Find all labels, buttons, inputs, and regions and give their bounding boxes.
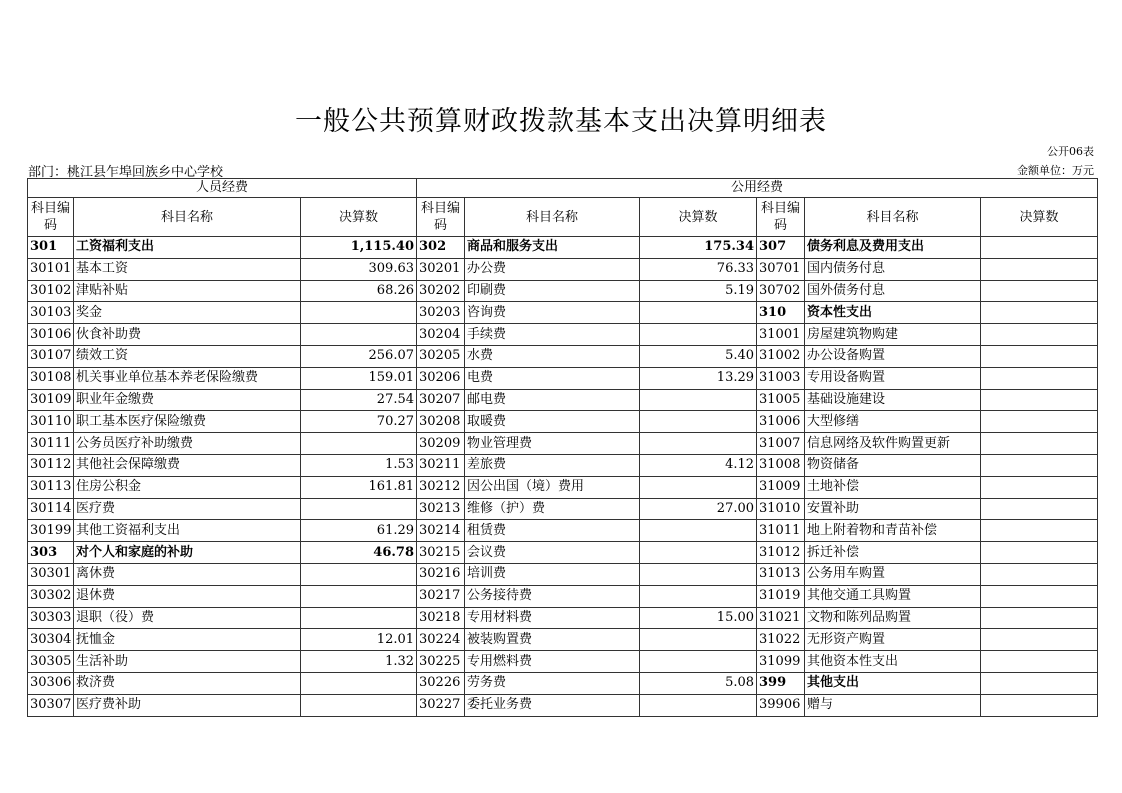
item-code: 30113	[28, 476, 74, 498]
item-name: 专用设备购置	[805, 367, 981, 389]
item-code: 31009	[757, 476, 805, 498]
item-name: 生活补助	[74, 651, 301, 673]
item-code: 30207	[417, 389, 465, 411]
item-amount	[301, 585, 417, 607]
item-name: 离休费	[74, 563, 301, 585]
item-amount	[640, 563, 757, 585]
item-name: 专用燃料费	[465, 651, 640, 673]
table-body	[28, 179, 1098, 717]
item-amount: 175.34	[640, 237, 757, 259]
table-row	[28, 237, 1098, 259]
item-name: 水费	[465, 345, 640, 367]
table-row	[28, 367, 1098, 389]
item-name: 电费	[465, 367, 640, 389]
item-code: 30301	[28, 563, 74, 585]
table-row	[28, 607, 1098, 629]
item-amount	[640, 585, 757, 607]
item-name: 基础设施建设	[805, 389, 981, 411]
item-code: 31011	[757, 520, 805, 542]
item-amount	[301, 694, 417, 716]
item-name: 取暖费	[465, 411, 640, 433]
item-code: 301	[28, 237, 74, 259]
item-name: 住房公积金	[74, 476, 301, 498]
item-name: 医疗费	[74, 498, 301, 520]
item-code: 30101	[28, 258, 74, 280]
item-amount	[640, 476, 757, 498]
col-header-name: 科目名称	[465, 198, 640, 237]
item-code: 30106	[28, 324, 74, 346]
item-code: 39906	[757, 694, 805, 716]
item-code: 30217	[417, 585, 465, 607]
item-code: 31006	[757, 411, 805, 433]
table-row	[28, 324, 1098, 346]
item-code: 30226	[417, 672, 465, 694]
col-header-code: 科目编码	[28, 198, 74, 237]
item-amount: 4.12	[640, 454, 757, 476]
item-amount	[981, 411, 1098, 433]
item-name: 信息网络及软件购置更新	[805, 433, 981, 455]
item-amount: 159.01	[301, 367, 417, 389]
department-label: 部门：桃江县乍埠回族乡中心学校	[28, 165, 224, 180]
item-amount: 68.26	[301, 280, 417, 302]
item-name: 其他资本性支出	[805, 651, 981, 673]
item-name: 大型修缮	[805, 411, 981, 433]
item-name: 租赁费	[465, 520, 640, 542]
item-code: 30108	[28, 367, 74, 389]
item-name: 物资储备	[805, 454, 981, 476]
item-name: 办公费	[465, 258, 640, 280]
item-amount: 5.08	[640, 672, 757, 694]
item-code: 30214	[417, 520, 465, 542]
item-code: 30107	[28, 345, 74, 367]
item-name: 手续费	[465, 324, 640, 346]
item-code: 31022	[757, 629, 805, 651]
item-name: 邮电费	[465, 389, 640, 411]
item-amount: 161.81	[301, 476, 417, 498]
item-name: 国内债务付息	[805, 258, 981, 280]
item-code: 31001	[757, 324, 805, 346]
item-amount	[301, 433, 417, 455]
item-amount	[981, 672, 1098, 694]
item-name: 劳务费	[465, 672, 640, 694]
item-code: 30212	[417, 476, 465, 498]
item-code: 30208	[417, 411, 465, 433]
item-amount: 70.27	[301, 411, 417, 433]
item-name: 专用材料费	[465, 607, 640, 629]
item-code: 399	[757, 672, 805, 694]
item-code: 30112	[28, 454, 74, 476]
table-row	[28, 389, 1098, 411]
item-code: 30304	[28, 629, 74, 651]
item-amount	[981, 237, 1098, 259]
col-header-code: 科目编码	[417, 198, 465, 237]
item-code: 31013	[757, 563, 805, 585]
item-code: 31007	[757, 433, 805, 455]
item-name: 文物和陈列品购置	[805, 607, 981, 629]
table-row	[28, 433, 1098, 455]
item-amount	[981, 476, 1098, 498]
item-amount	[301, 324, 417, 346]
item-amount: 1,115.40	[301, 237, 417, 259]
item-name: 资本性支出	[805, 302, 981, 324]
item-amount	[981, 367, 1098, 389]
table-row	[28, 454, 1098, 476]
item-amount	[981, 324, 1098, 346]
item-code: 31005	[757, 389, 805, 411]
item-code: 310	[757, 302, 805, 324]
col-header-name: 科目名称	[805, 198, 981, 237]
item-code: 31019	[757, 585, 805, 607]
item-amount	[640, 629, 757, 651]
item-amount	[640, 542, 757, 564]
item-amount	[981, 389, 1098, 411]
col-header-name: 科目名称	[74, 198, 301, 237]
item-name: 其他支出	[805, 672, 981, 694]
table-row	[28, 520, 1098, 542]
item-name: 土地补偿	[805, 476, 981, 498]
item-amount	[640, 433, 757, 455]
item-amount	[640, 302, 757, 324]
item-amount	[301, 607, 417, 629]
item-name: 赠与	[805, 694, 981, 716]
col-header-amount: 决算数	[301, 198, 417, 237]
item-amount: 61.29	[301, 520, 417, 542]
item-name: 安置补助	[805, 498, 981, 520]
table-row	[28, 302, 1098, 324]
item-name: 对个人和家庭的补助	[74, 542, 301, 564]
item-name: 其他交通工具购置	[805, 585, 981, 607]
table-row	[28, 280, 1098, 302]
item-code: 30205	[417, 345, 465, 367]
item-name: 被装购置费	[465, 629, 640, 651]
item-code: 31002	[757, 345, 805, 367]
item-code: 30302	[28, 585, 74, 607]
item-code: 30110	[28, 411, 74, 433]
item-amount	[640, 389, 757, 411]
item-code: 30227	[417, 694, 465, 716]
item-name: 拆迁补偿	[805, 542, 981, 564]
item-amount	[640, 520, 757, 542]
table-row	[28, 542, 1098, 564]
item-amount: 256.07	[301, 345, 417, 367]
group-public: 公用经费	[417, 179, 1098, 198]
item-code: 302	[417, 237, 465, 259]
item-name: 地上附着物和青苗补偿	[805, 520, 981, 542]
item-code: 31099	[757, 651, 805, 673]
item-name: 维修（护）费	[465, 498, 640, 520]
table-row	[28, 498, 1098, 520]
item-name: 其他工资福利支出	[74, 520, 301, 542]
item-amount: 76.33	[640, 258, 757, 280]
item-name: 机关事业单位基本养老保险缴费	[74, 367, 301, 389]
item-name: 其他社会保障缴费	[74, 454, 301, 476]
item-name: 奖金	[74, 302, 301, 324]
item-code: 30306	[28, 672, 74, 694]
item-code: 30209	[417, 433, 465, 455]
item-code: 30307	[28, 694, 74, 716]
item-amount: 27.00	[640, 498, 757, 520]
item-code: 30103	[28, 302, 74, 324]
item-amount	[640, 324, 757, 346]
item-name: 房屋建筑物购建	[805, 324, 981, 346]
item-code: 30199	[28, 520, 74, 542]
item-amount	[301, 498, 417, 520]
item-amount	[981, 520, 1098, 542]
item-amount: 5.19	[640, 280, 757, 302]
item-code: 30204	[417, 324, 465, 346]
col-header-amount: 决算数	[981, 198, 1098, 237]
item-amount	[301, 563, 417, 585]
item-code: 30102	[28, 280, 74, 302]
item-code: 30701	[757, 258, 805, 280]
item-name: 债务利息及费用支出	[805, 237, 981, 259]
item-code: 303	[28, 542, 74, 564]
item-code: 31003	[757, 367, 805, 389]
item-name: 因公出国（境）费用	[465, 476, 640, 498]
item-code: 30206	[417, 367, 465, 389]
item-code: 30225	[417, 651, 465, 673]
item-amount	[981, 302, 1098, 324]
item-amount	[640, 694, 757, 716]
item-code: 31010	[757, 498, 805, 520]
item-name: 咨询费	[465, 302, 640, 324]
column-header-row	[28, 198, 1098, 237]
item-name: 绩效工资	[74, 345, 301, 367]
item-amount: 1.32	[301, 651, 417, 673]
item-amount: 1.53	[301, 454, 417, 476]
item-amount: 13.29	[640, 367, 757, 389]
item-amount	[981, 454, 1098, 476]
table-row	[28, 563, 1098, 585]
item-amount	[981, 542, 1098, 564]
col-header-code: 科目编码	[757, 198, 805, 237]
item-code: 30224	[417, 629, 465, 651]
table-row	[28, 629, 1098, 651]
table-row	[28, 694, 1098, 716]
item-name: 退休费	[74, 585, 301, 607]
item-amount: 27.54	[301, 389, 417, 411]
item-code: 31008	[757, 454, 805, 476]
item-code: 30203	[417, 302, 465, 324]
item-amount	[640, 411, 757, 433]
table-row	[28, 672, 1098, 694]
item-name: 公务员医疗补助缴费	[74, 433, 301, 455]
item-amount	[981, 694, 1098, 716]
item-name: 印刷费	[465, 280, 640, 302]
table-row	[28, 258, 1098, 280]
item-code: 307	[757, 237, 805, 259]
table-row	[28, 585, 1098, 607]
item-code: 30218	[417, 607, 465, 629]
item-amount: 12.01	[301, 629, 417, 651]
item-code: 30702	[757, 280, 805, 302]
item-name: 医疗费补助	[74, 694, 301, 716]
item-code: 30216	[417, 563, 465, 585]
item-amount	[981, 433, 1098, 455]
amount-unit-label: 金额单位：万元	[1017, 164, 1094, 177]
item-name: 办公设备购置	[805, 345, 981, 367]
item-amount	[981, 585, 1098, 607]
item-name: 公务接待费	[465, 585, 640, 607]
item-amount	[640, 651, 757, 673]
item-code: 30305	[28, 651, 74, 673]
item-name: 委托业务费	[465, 694, 640, 716]
table-row	[28, 345, 1098, 367]
item-name: 工资福利支出	[74, 237, 301, 259]
item-name: 伙食补助费	[74, 324, 301, 346]
item-name: 职业年金缴费	[74, 389, 301, 411]
item-code: 31012	[757, 542, 805, 564]
item-name: 会议费	[465, 542, 640, 564]
item-amount: 5.40	[640, 345, 757, 367]
item-name: 物业管理费	[465, 433, 640, 455]
group-personnel: 人员经费	[28, 179, 417, 198]
item-name: 商品和服务支出	[465, 237, 640, 259]
item-amount	[981, 563, 1098, 585]
table-row	[28, 476, 1098, 498]
item-name: 津贴补贴	[74, 280, 301, 302]
table-row	[28, 411, 1098, 433]
item-code: 30114	[28, 498, 74, 520]
item-name: 国外债务付息	[805, 280, 981, 302]
item-amount	[981, 651, 1098, 673]
item-code: 30202	[417, 280, 465, 302]
item-code: 30303	[28, 607, 74, 629]
item-amount	[981, 607, 1098, 629]
item-code: 31021	[757, 607, 805, 629]
item-name: 退职（役）费	[74, 607, 301, 629]
item-amount	[981, 258, 1098, 280]
expenditure-table	[27, 178, 1098, 717]
item-amount: 46.78	[301, 542, 417, 564]
item-amount	[981, 629, 1098, 651]
item-name: 培训费	[465, 563, 640, 585]
item-name: 公务用车购置	[805, 563, 981, 585]
item-amount	[301, 672, 417, 694]
item-amount	[981, 498, 1098, 520]
col-header-amount: 决算数	[640, 198, 757, 237]
item-code: 30111	[28, 433, 74, 455]
page-title: 一般公共预算财政拨款基本支出决算明细表	[295, 106, 827, 137]
item-code: 30211	[417, 454, 465, 476]
item-code: 30213	[417, 498, 465, 520]
item-amount: 15.00	[640, 607, 757, 629]
item-amount: 309.63	[301, 258, 417, 280]
item-name: 基本工资	[74, 258, 301, 280]
item-code: 30109	[28, 389, 74, 411]
item-amount	[981, 280, 1098, 302]
item-amount	[301, 302, 417, 324]
item-name: 救济费	[74, 672, 301, 694]
form-number: 公开06表	[1047, 145, 1094, 158]
group-header-row	[28, 179, 1098, 198]
item-name: 差旅费	[465, 454, 640, 476]
item-name: 职工基本医疗保险缴费	[74, 411, 301, 433]
item-code: 30201	[417, 258, 465, 280]
item-code: 30215	[417, 542, 465, 564]
item-amount	[981, 345, 1098, 367]
item-name: 抚恤金	[74, 629, 301, 651]
table-row	[28, 651, 1098, 673]
item-name: 无形资产购置	[805, 629, 981, 651]
